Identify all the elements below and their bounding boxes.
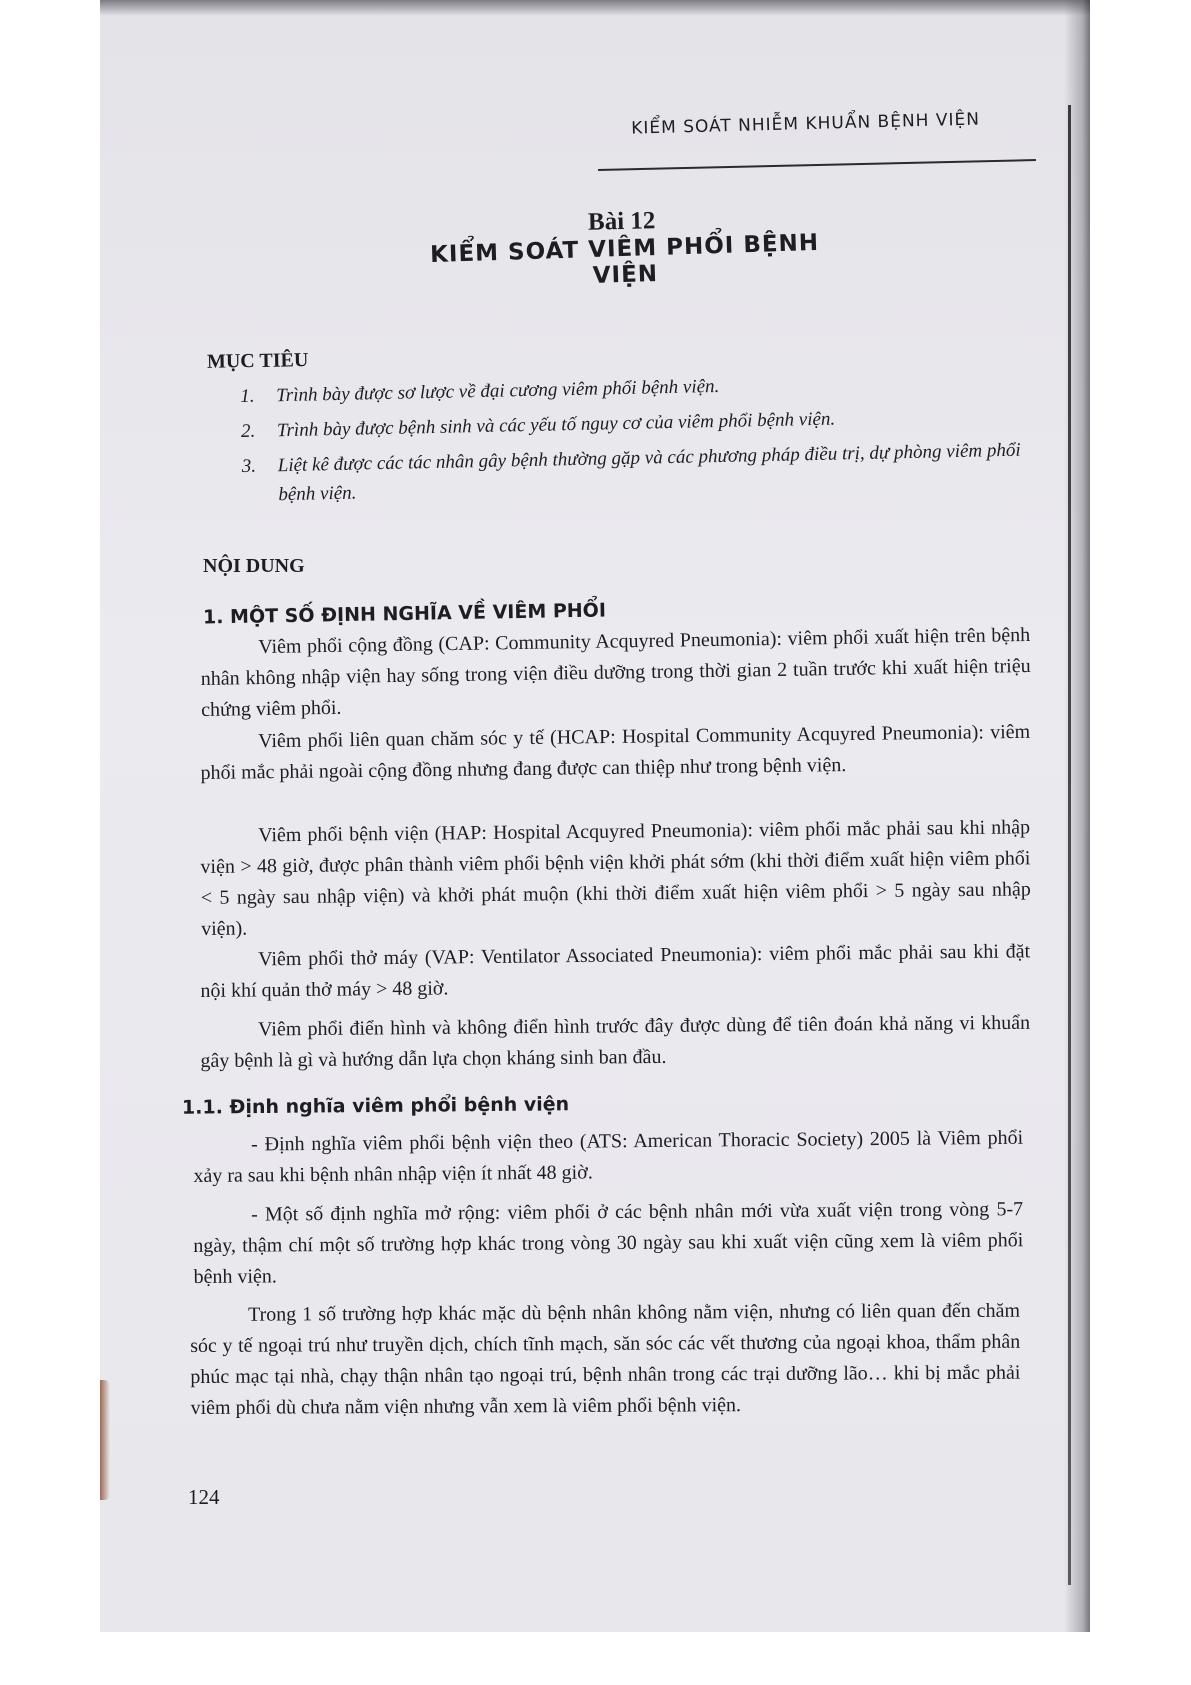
objective-item [241, 435, 1032, 510]
objective-text: Liệt kê được các tác nhân gây bệnh thường gặp và các phương pháp điều trị, dự phòng viêm phổi bệnh viện. [277, 439, 1021, 506]
paragraph-cap: Viêm phổi cộng đồng (CAP: Community Acquyred Pneumonia): viêm phổi xuất hiện trên bệnh nhân không nhập viện hay sống trong viện điều dưỡng trong thời gian 2 tuần trước khi xuất hiện triệu chứng viêm phổi. [200, 623, 1031, 721]
paragraph-typical: Viêm phổi điển hình và không điển hình trước đây được dùng để tiên đoán khả năng vi khuẩn gây bệnh là gì và hướng dẫn lựa chọn kháng sinh ban đầu. [200, 1011, 1031, 1072]
paragraph-ats-definition: - Định nghĩa viêm phổi bệnh viện theo (ATS: American Thoracic Society) 2005 là Viêm phổi xảy ra sau khi bệnh nhân nhập viện ít nhất 48 giờ. [193, 1126, 1024, 1187]
running-header: KIỂM SOÁT NHIỄM KHUẨN BỆNH VIỆN [630, 109, 981, 139]
paragraph-vap: Viêm phổi thở máy (VAP: Ventilator Associated Pneumonia): viêm phổi mắc phải sau khi đặt nội khí quản thở máy > 48 giờ. [200, 940, 1031, 1002]
section-1-title: 1. MỘT SỐ ĐỊNH NGHĨA VỀ VIÊM PHỔI [202, 599, 607, 629]
objective-text: Trình bày được bệnh sinh và các yếu tố nguy cơ của viêm phổi bệnh viện. [276, 408, 836, 442]
header-rule [598, 159, 1036, 171]
page-number: 124 [188, 1485, 220, 1509]
lesson-number: Bài 12 [587, 207, 656, 236]
section-1-1-title: 1.1. Định nghĩa viêm phổi bệnh viện [181, 1093, 570, 1119]
objective-number: 2. [240, 420, 256, 442]
paragraph-hcap: Viêm phổi liên quan chăm sóc y tế (HCAP: Hospital Community Acquyred Pneumonia): viêm phổi mắc phải ngoài cộng đồng nhưng đang được can thiệp như trong bệnh viện. [200, 720, 1031, 784]
page-edge-rule [1068, 105, 1071, 1585]
objectives-heading: MỤC TIÊU [206, 349, 309, 373]
paragraph-outpatient-cases: Trong 1 số trường hợp khác mặc dù bệnh nhân không nằm viện, nhưng có liên quan đến chăm sóc y tế ngoại trú như truyền dịch, chích tĩnh mạch, săn sóc các vết thương của ngoại khoa, thẩm phân phúc mạc tại nhà, chạy thận nhân tạo ngoại trú, bệnh nhân trong các trại dưỡng lão… khi bị mắc phải viêm phổi dù chưa nằm viện nhưng vẫn xem là viêm phổi bệnh viện. [190, 1299, 1021, 1419]
paragraph-extended-definition: - Một số định nghĩa mở rộng: viêm phổi ở các bệnh nhân mới vừa xuất viện trong vòng 5-7 ngày, thậm chí một số trường hợp khác trong vòng 30 ngày sau khi xuất viện cũng xem là viêm phổi bệnh viện. [193, 1198, 1024, 1288]
objective-text: Trình bày được sơ lược về đại cương viêm phổi bệnh viện. [276, 375, 720, 407]
content-heading: NỘI DUNG [203, 555, 305, 577]
objectives-list [240, 365, 1033, 516]
lesson-title: KIỂM SOÁT VIÊM PHỔI BỆNH VIỆN [429, 229, 820, 290]
paragraph-hap: Viêm phổi bệnh viện (HAP: Hospital Acquyred Pneumonia): viêm phổi mắc phải sau khi nhập viện > 48 giờ, được phân thành viêm phổi bệnh viện khởi phát sớm (khi thời điểm xuất hiện viêm phổi < 5 ngày sau nhập viện) và khởi phát muộn (khi thời điểm xuất hiện viêm phổi > 5 ngày sau nhập viện). [200, 816, 1031, 940]
objective-number: 1. [240, 385, 255, 407]
objective-number: 3. [241, 455, 257, 477]
